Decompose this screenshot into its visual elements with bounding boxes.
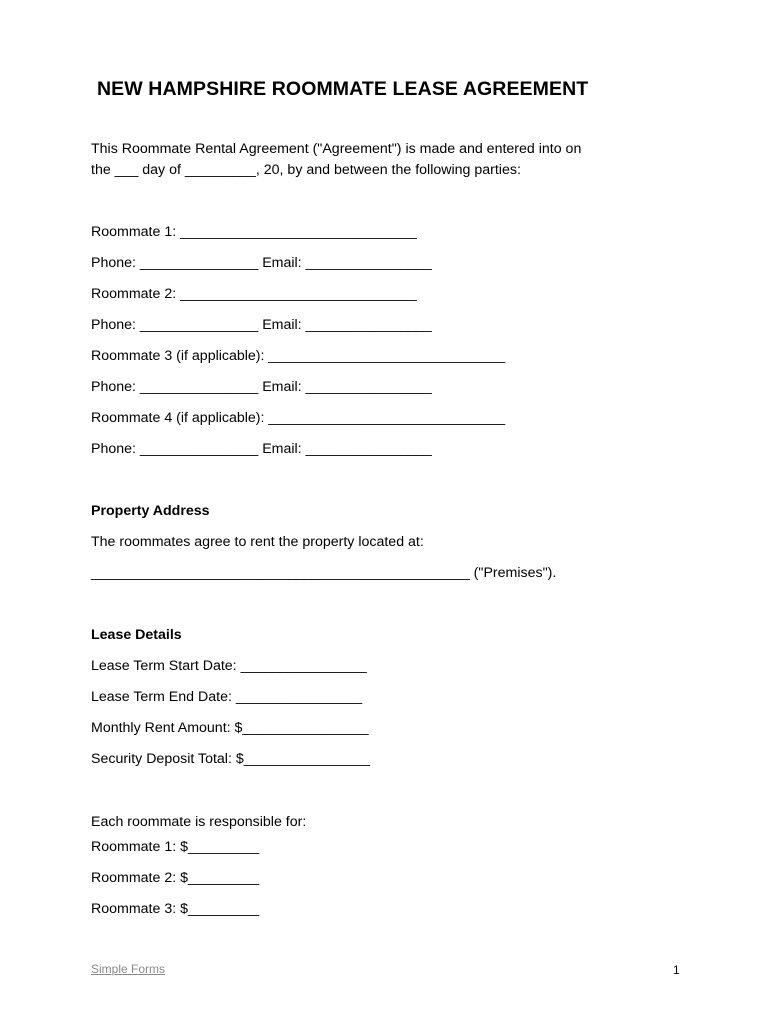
property-intro-text: The roommates agree to rent the property located at: [91,534,424,550]
document-title: NEW HAMPSHIRE ROOMMATE LEASE AGREEMENT [97,78,589,100]
lease-details-heading: Lease Details [91,627,182,643]
roommate-1-contact-fields[interactable]: Phone: _______________ Email: ________________ [91,255,432,271]
premises-address-field[interactable]: ________________________________________________ ("Premises"). [91,565,557,581]
roommate-2-share-field[interactable]: Roommate 2: $_________ [91,870,260,886]
responsibility-heading: Each roommate is responsible for: [91,814,307,830]
roommate-4-contact-fields[interactable]: Phone: _______________ Email: ________________ [91,441,432,457]
roommate-3-share-field[interactable]: Roommate 3: $_________ [91,901,260,917]
lease-end-date-field[interactable]: Lease Term End Date: ________________ [91,689,363,705]
roommate-2-contact-fields[interactable]: Phone: _______________ Email: ________________ [91,317,432,333]
roommate-1-share-field[interactable]: Roommate 1: $_________ [91,839,260,855]
intro-line-2: the ___ day of _________, 20, by and between the following parties: [91,162,521,178]
roommate-4-name-field[interactable]: Roommate 4 (if applicable): ______________________________ [91,410,506,426]
roommate-3-contact-fields[interactable]: Phone: _______________ Email: ________________ [91,379,432,395]
page-number: 1 [673,963,680,977]
property-address-heading: Property Address [91,503,210,519]
roommate-3-name-field[interactable]: Roommate 3 (if applicable): ______________________________ [91,348,506,364]
simple-forms-link[interactable]: Simple Forms [91,962,166,976]
roommate-2-name-field[interactable]: Roommate 2: ______________________________ [91,286,417,302]
roommate-1-name-field[interactable]: Roommate 1: ______________________________ [91,224,417,240]
security-deposit-field[interactable]: Security Deposit Total: $________________ [91,751,370,767]
monthly-rent-field[interactable]: Monthly Rent Amount: $________________ [91,720,369,736]
lease-start-date-field[interactable]: Lease Term Start Date: ________________ [91,658,367,674]
intro-line-1: This Roommate Rental Agreement ("Agreement") is made and entered into on [91,141,582,157]
